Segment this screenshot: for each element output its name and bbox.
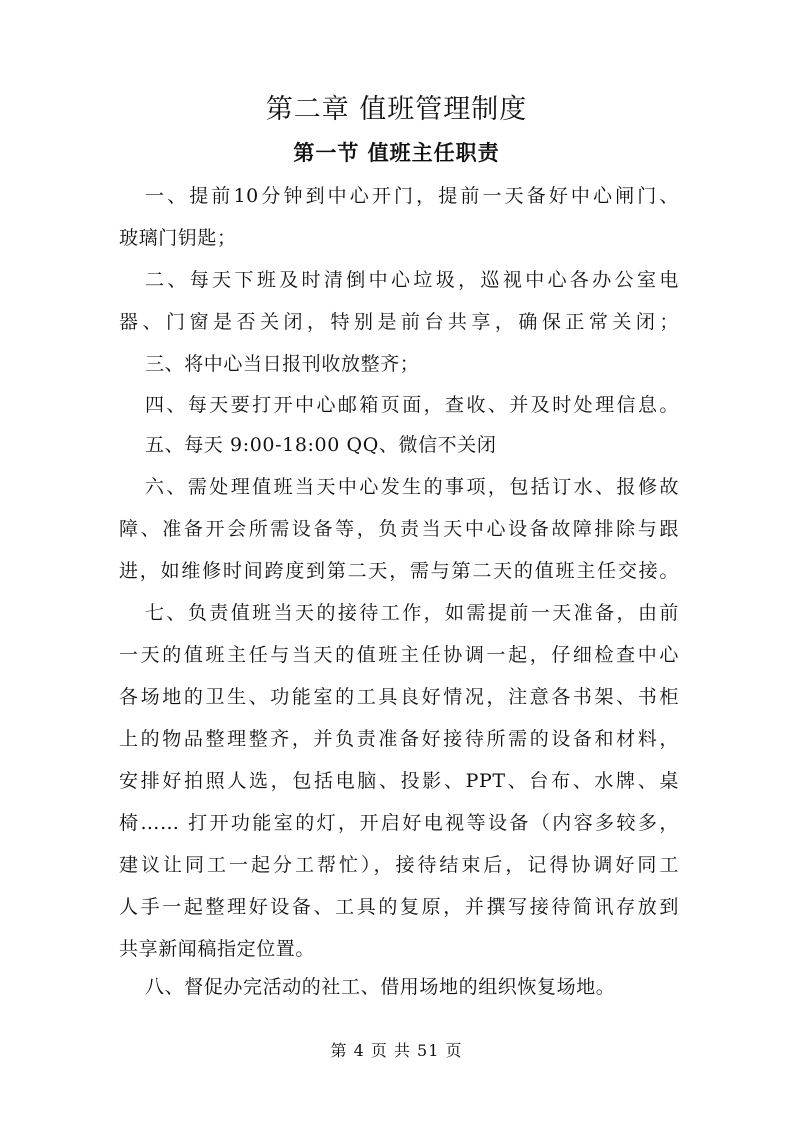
- text-line: 四、每天要打开中心邮箱页面，查收、并及时处理信息。: [145, 394, 679, 416]
- text-line: 人手一起整理好设备、工具的复原，并撰写接待简讯存放到: [119, 896, 679, 918]
- text-line: 安排好拍照人选，包括电脑、投影、PPT、台布、水牌、桌: [119, 770, 679, 792]
- text-line: 一、提前10分钟到中心开门，提前一天备好中心闸门、: [145, 185, 679, 207]
- text-line: 五、每天 9:00-18:00 QQ、微信不关闭: [145, 434, 497, 456]
- page-number: 第 4 页 共 51 页: [330, 1041, 463, 1060]
- text-line: 器、门窗是否关闭，特别是前台共享，确保正常关闭；: [119, 311, 679, 333]
- text-line: 玻璃门钥匙；: [119, 227, 237, 249]
- text-line: 八、督促办完活动的社工、借用场地的组织恢复场地。: [145, 976, 616, 998]
- text-line: 共享新闻稿指定位置。: [119, 938, 316, 960]
- chapter-title: 第二章 值班管理制度: [265, 94, 528, 125]
- text-line: 进，如维修时间跨度到第二天，需与第二天的值班主任交接。: [119, 560, 679, 582]
- text-line: 二、每天下班及时清倒中心垃圾，巡视中心各办公室电: [145, 269, 679, 291]
- text-line: 椅…… 打开功能室的灯，开启好电视等设备（内容多较多，: [119, 812, 679, 834]
- text-line: 一天的值班主任与当天的值班主任协调一起，仔细检查中心: [119, 644, 679, 666]
- text-line: 障、准备开会所需设备等，负责当天中心设备故障排除与跟: [119, 518, 679, 540]
- text-line: 六、需处理值班当天中心发生的事项，包括订水、报修故: [145, 476, 679, 498]
- text-line: 三、将中心当日报刊收放整齐；: [145, 353, 420, 375]
- text-line: 上的物品整理整齐，并负责准备好接待所需的设备和材料，: [119, 728, 679, 750]
- section-title: 第一节 值班主任职责: [293, 141, 500, 165]
- text-line: 七、负责值班当天的接待工作，如需提前一天准备，由前: [145, 602, 679, 624]
- text-line: 各场地的卫生、功能室的工具良好情况，注意各书架、书柜: [119, 686, 679, 708]
- text-line: 建议让同工一起分工帮忙），接待结束后，记得协调好同工: [119, 854, 679, 876]
